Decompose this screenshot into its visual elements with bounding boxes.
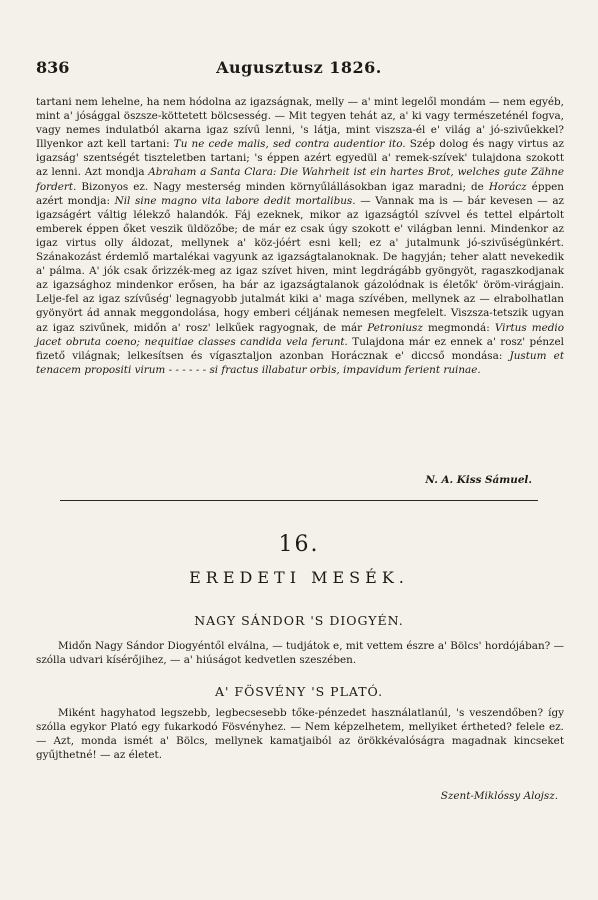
section-number: 16. bbox=[278, 532, 320, 557]
page-number: 836 bbox=[36, 58, 70, 77]
running-head bbox=[36, 58, 562, 84]
latin-quote: Virtus medio jacet obruta coeno; nequitiae classes candida vela ferunt. bbox=[36, 321, 564, 348]
latin-quote: Nil sine magno vita labore dedit mortalibus. bbox=[114, 194, 356, 207]
story-title: NAGY SÁNDOR 'S DIOGYÉN. bbox=[194, 613, 404, 628]
story-paragraph: Midőn Nagy Sándor Diogyéntől elválna, — tudjátok e, mit vettem észre a' Bölcs' hordójában? — szólla udvari kísérőjihez, — a' hiúságot kedvetlen szeszében. bbox=[36, 640, 564, 667]
story-signature: Szent-Miklóssy Alojsz. bbox=[440, 790, 558, 802]
running-title: Augusztusz 1826. bbox=[216, 58, 382, 77]
story-text bbox=[36, 639, 564, 667]
author-name: Petroniusz bbox=[367, 321, 423, 334]
author-name: Horácz bbox=[488, 180, 527, 193]
section-divider bbox=[60, 500, 538, 501]
story-text bbox=[36, 706, 564, 762]
article-signature: N. A. Kiss Sámuel. bbox=[425, 474, 532, 486]
section-title: EREDETI MESÉK. bbox=[189, 568, 409, 587]
story-paragraph: Miként hagyhatod legszebb, legbecsesebb tőke-pénzedet használatlanúl, 's veszendőben? így szólla egykor Plató egy fukarkodó Fösvényhez. — Nem képzelhetem, mellyiket értheted? felele ez. — Azt, monda ismét a' Bölcs, mellynek kamatjaiból az örökkévalóságra magadnak kincseket gyűjthetné! — az életet. bbox=[36, 707, 564, 762]
story-title: A' FÖSVÉNY 'S PLATÓ. bbox=[214, 684, 384, 699]
german-quote: Abraham a Santa Clara: Die Wahrheit ist ein hartes Brot, welches gute Zähne fordert. bbox=[36, 166, 564, 193]
latin-quote: Tu ne cede malis, sed contra audentior ito. bbox=[173, 138, 406, 151]
article-paragraph: tartani nem lehelne, ha nem hódolna az igazságnak, melly — a' mint legelől mondám — nem egyéb, mint a' jósággal öszsze-köttetett bölcsesség. — Mit tegyen tehát az, a' ki vagy természeténél fogva, vagy nemes indulatból akarna igaz szívű lenni, 's látja, mint viszsza-él e' világ a' jó-szivűekkel? Illyenkor azt kell tartani: Tu ne cede malis, sed contra audentior ito. Szép dolog és nagy virtus az igazság' szentségét tiszteletben tartani; 's éppen azért egyedül a' remek-szívek' tulajdona szokott az lenni. Azt mondja Abraham a Santa Clara: Die Wahrheit ist ein hartes Brot, welches gute Zähne fordert. Bizonyos ez. Nagy mesterség minden környűlállásokban igaz maradni; de Horácz éppen azért mondja: Nil sine magno vita labore dedit mortalibus. — Vannak ma is — bár kevesen — az igazságért váltig lélekző halandók. Fáj ezeknek, mikor az igazságtól szívvel és tettel elpártolt emberek éppen őket veszik üldözőbe; de már ez csak úgy szokott e' világban lenni. Mindenkor az igaz virtus olly áldozat, mellynek a' köz-jóért esni kell; ez a' jutalmunk jó-szivűségünkért. Szánakozást érdemlő martalékai vagyunk az igazságtalanoknak. De hagyján; teher alatt nevekedik a' pálma. A' jók csak őrizzék-meg az igaz szívet hiven, mint legdrágább gyöngyöt, ragaszkodjanak az igazsághoz mindenkor erősen, ha bár az igazságtalanok gázolódnak is életők' öröm-virágjain. Lelje-fel az igaz szívűség' legnagyobb jutalmát kiki a' maga szívében, mellynek az — elrabolhatlan gyönyört ád annak meggondolása, hogy emberi céljának nemesen megfelelt. Viszsza-tetszik ugyan az igaz szivűnek, midőn a' rosz' lelkűek ragyognak, de már Petroniusz megmondá: Virtus medio jacet obruta coeno; nequitiae classes candida vela ferunt. Tulajdona már ez ennek a' rosz' pénzel fizető világnak; lelkesítsen és vígasztaljon azonban Horácznak e' diccső mondása: Justum et tenacem propositi virum - - - - - - si fractus illabatur orbis, impavidum ferient ruinae. bbox=[36, 96, 565, 376]
article-body bbox=[36, 95, 564, 377]
latin-quote: Justum et tenacem propositi virum - - - - - - si fractus illabatur orbis, impavidum ferient ruinae. bbox=[36, 349, 564, 376]
